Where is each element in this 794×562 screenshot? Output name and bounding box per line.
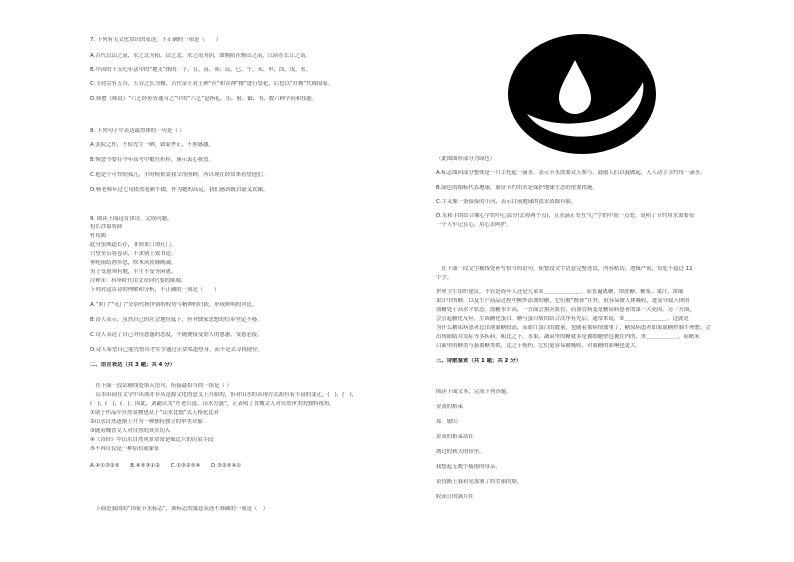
left-text-line: 此身虽贱道长存，非谓来门谓孔门。 [90, 242, 177, 248]
right-text-line: 血糖处于高水平状态。血糖水平高，一方面会损害血管，而血管病变是糖尿病患者的第一大死因。另一方面， [436, 307, 695, 313]
right-text-line: 世界卫生组织建议，不管是成年人还是儿童①＿＿＿＿＿＿＿。而普遍离糖，即蔗糖、糖浆、果汁、浓缩 [436, 289, 684, 295]
left-text-line: B.恢您今要在今年高考中蟾宫折桂，谨示衷心祝贺。 [90, 157, 215, 163]
right-text-line: 一个人牢记在心，用心去呵护。 [436, 222, 512, 228]
right-text-line: 会引起糖化反应，生成糖化蛋白。糖与蛋白质的结合次序有先后，通常来说，②＿＿＿＿＿＿＿＿。这就是 [436, 316, 689, 322]
left-text-line: A.“朱门”“孔门”分别代指世俗的权势与精神的归依，形成鲜明的对比。 [90, 302, 258, 308]
water-saving-logo [505, 32, 660, 157]
right-text-line: 在下面一段文字横线处补写恰当的语句，使整段文字语意完整连贯，内容贴切，逻辑严密，每处不超过 12 [436, 266, 693, 272]
left-text-line: C.诗人表达了自己对待恩惠的态度，不随便接受别人的恩惠，受恩必报。 [90, 332, 263, 338]
left-text-line: D.韩愈《师说》“六艺经传皆通习之”中的“六艺”是指礼、乐、射、御、书、数六种学问和技能。 [90, 96, 318, 102]
left-text-line: 下列对这首诗的理解和分析，不正确的一项是（ ） [90, 287, 220, 293]
left-text-line: ⑤不再仅仅是一种陪衬或象征 [90, 446, 160, 452]
right-text-line: 金黄的稻束 [436, 404, 463, 410]
right-text-line: 郑 敏⑴ [436, 419, 458, 425]
left-text-line: D.诗人希望自己能凭借真才实学通过正常渠道登身，而不是去寻找捷径。 [90, 347, 263, 353]
left-text-line: ( )，( )，( )。因此，刘勰认为“庄老告退，山水方滋”，正表明了晋魏文人对自然审美的独特视角。 [90, 401, 335, 407]
left-text-line: A.张院之作，不值先生一晒，如蒙斧正，不胜感激。 [90, 142, 214, 148]
left-text-line: 杜荀鹤 [90, 233, 107, 239]
right-text-line: 个字。 [436, 275, 453, 281]
right-text-line: 金黄的稻束站在 [436, 434, 474, 440]
left-text-line: 山水田园在文学中出现并非从是源文化的意义上开始的，但对山水的表现方式却有着丰富的变迁，( )，( )， [90, 392, 358, 398]
left-text-line: B.中国的干支纪年法中的“地支”指的：子、丑、寅、卯、辰、巳、午、未、申、酉、戌、亥。 [90, 67, 312, 73]
left-text-line: 男子受恩须有地，平生不受等闲恩。 [90, 269, 177, 275]
right-text-line: C.手又像一条接接的小河，表示目前地球的淡水资源有限。 [436, 199, 577, 205]
left-text-line: 注释①：科举时代用文章向官要的陈称。 [90, 278, 187, 284]
right-text-line: 割过的秋天的田里， [436, 449, 485, 455]
left-text-line: B.诗人表示，虽然自己的社会地位低下，但对儒家思想的信奉坚定不移。 [90, 317, 263, 323]
right-text-line: A.标志图向部分整体是一只手托起一滴水，表示节水需要众人参与，鼓励人们以我做起，人人动手节约每一滴水。 [436, 170, 706, 176]
left-text-line: C.主持宗有五谷，五谷之长为稷，古代帝王对土神“社”和谷神“稷”进行祭祀，后也以“社稷”代称国家。 [90, 81, 334, 87]
left-text-line: ④《诗经》中山水自然风景常常是赋比兴的渲染手段 [90, 437, 214, 443]
right-text-line: B.绿色的图标代表地球，象征节约用水是保护地球生态的重要措施。 [436, 185, 598, 191]
left-text-line: 7. 下列有关文化常识的表述，不正确的一项是（ ） [90, 37, 221, 43]
left-text-line: 垂纶雨结渔乡思，吹木风传隆晚魂。 [90, 260, 177, 266]
right-text-line: 白面里的糖类与游离糖类似，比之于损伤，它们更容易被吸收，对血糖的影响也更大。 [436, 343, 641, 349]
left-text-line: ①诸子作品中自然景物也从于“山水比德”式人格化比对 [90, 410, 220, 416]
left-text-line: 二、语言表达（共 3 题；共 4 分） [90, 362, 176, 368]
right-text-line: （此图图形部分为绿色） [436, 156, 496, 162]
left-text-line: A.④①③②⑤ B.④⑤③①② C.①③②⑤④ D.③②⑤④① [90, 463, 242, 469]
right-text-line: D.水和手的结合像心字的中心部分(去掉两个点)，且水滴正处在“心”字的中间一点处，说明了节约用水需要每 [436, 213, 695, 219]
left-text-line: 9. 阅读下面这首律诗，完成问题。 [90, 216, 173, 222]
left-text-line: D.杨老师年过七旬依然笔耕不辍，作为她的高足，我们感到既自豪又钦佩。 [90, 187, 269, 193]
right-text-line: 阅读下面文本，完成下列各题。 [436, 389, 512, 395]
left-text-line: ③随着魏晋文人对自然的真实切入 [90, 428, 171, 434]
left-text-line: 投长沙慕将卸 [90, 224, 123, 230]
right-text-line: 三、诗歌鉴赏（共 1 题；共 2 分） [436, 358, 522, 364]
left-text-line: 下面是我国的“国家节水标志”，该标志的寓意表述不准确的一项是（ ） [90, 506, 269, 512]
left-text-line: A.古代以山之南、水之北为阳，山之北、水之南为阴，如衡阳在衡山之南，江阴在长江之南。 [90, 53, 311, 59]
right-text-line: 果汁中的糖，以及生产商品过程中额外添加的糖，它们被“携膏”在外，很容易被人体吸收，进而导致人体的 [436, 298, 690, 304]
left-text-line: ②山水自然逐渐上升为一种独特独立的审美对象 [90, 419, 203, 425]
right-text-line: 我想起无数个疲倦的母亲， [436, 464, 501, 470]
right-text-line: 出现眼睛并发症等多疾病。粗比之下，水果、蔬菜里的糖就多是被细胞壁包裹在内的，③＿＿＿＿＿＿，而精米 [436, 334, 700, 340]
left-text-line: C.他是个可怜的孤儿，小时候依靠我父母照顾，所以现在经常来看望他们。 [90, 172, 268, 178]
left-text-line: 在下面一段话横线处填入语句，衔接最恰当的一组是（ ） [90, 383, 232, 389]
right-text-line: 黄昏路上我看见那皱了的美丽的脸， [436, 479, 523, 485]
left-text-line: 只望至公将卷读，不求朝士致书论。 [90, 251, 177, 257]
left-text-line: 8. 下列句子中表达最得体的一句是（ ） [90, 128, 185, 134]
right-text-line: 为什么糖尿病患者总出现血糖较高，而血红蛋白的数量，也随着那病情加重了。糖尿病患者如果血糖控制不理想，会 [436, 325, 711, 331]
right-text-line: 收获日的满月在 [436, 494, 474, 500]
